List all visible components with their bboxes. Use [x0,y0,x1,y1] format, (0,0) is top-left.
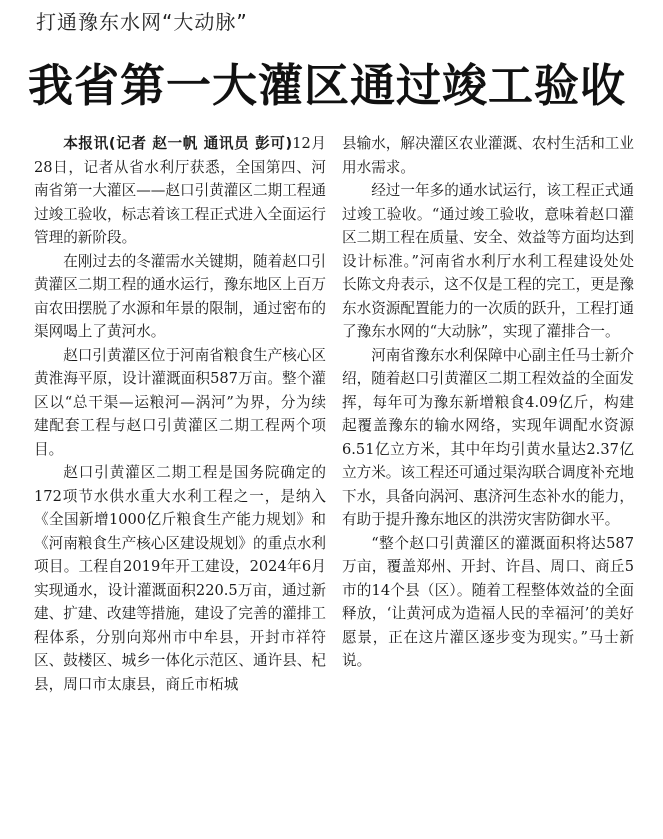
article-body [34,132,634,832]
paragraph-4-continued: 县输水，解决灌区农业灌溉、农村生活和工业用水需求。 [342,135,634,176]
article-column-left [34,132,326,822]
paragraph-7: “整个赵口引黄灌区的灌溉面积将达587万亩，覆盖郑州、开封、许昌、周口、商丘5市的14个县（区）。随着工程整体效益的全面释放，‘让黄河成为造福人民的幸福河’的美好愿景，正在这片灌区逐步变为现实。”马士新说。 [342,534,634,669]
lead-text: 12月28日，记者从省水利厅获悉，全国第四、河南省第一大灌区——赵口引黄灌区二期工程通过竣工验收，标志着该工程正式进入全面运行管理的新阶段。 [34,135,326,246]
article-column-right [342,132,634,832]
byline: 本报讯(记者 赵一帆 通讯员 彭可) [63,135,293,152]
lead-paragraph [34,132,326,250]
paragraph-3: 赵口引黄灌区位于河南省粮食生产核心区黄淮海平原，设计灌溉面积587万亩。整个灌区以“总干渠—运粮河—涡河”为界，分为续建配套工程与赵口引黄灌区二期工程两个项目。 [34,346,326,458]
paragraph-6: 河南省豫东水利保障中心副主任马士新介绍，随着赵口引黄灌区二期工程效益的全面发挥，每年可为豫东新增粮食4.09亿斤，构建起覆盖豫东的输水网络，实现年调配水资源6.51亿立方米，其中年均引黄水量达2.37亿立方米。该工程还可通过渠沟联合调度补充地下水，具备向涡河、惠济河生态补水的能力，有助于提升豫东地区的洪涝灾害防御水平。 [342,346,634,528]
article-kicker: 打通豫东水网“大动脉” [36,10,248,34]
article-headline: 我省第一大灌区通过竣工验收 [28,59,627,112]
paragraph-4: 赵口引黄灌区二期工程是国务院确定的172项节水供水重大水利工程之一，是纳入《全国新增1000亿斤粮食生产能力规划》和《河南粮食生产核心区建设规划》的重点水利项目。工程自2019年开工建设，2024年6月实现通水，设计灌溉面积220.5万亩，通过新建、扩建、改建等措施，建设了完善的灌排工程体系，分别向郑州市中牟县，开封市祥符区、鼓楼区、城乡一体化示范区、通许县、杞县，周口市太康县，商丘市柘城 [34,464,326,693]
paragraph-2: 在刚过去的冬灌需水关键期，随着赵口引黄灌区二期工程的通水运行，豫东地区上百万亩农田摆脱了水源和年景的限制，通过密布的渠网喝上了黄河水。 [34,252,326,340]
paragraph-5: 经过一年多的通水试运行，该工程正式通过竣工验收。“通过竣工验收，意味着赵口灌区二期工程在质量、安全、效益等方面均达到设计标准。”河南省水利厅水利工程建设处处长陈文舟表示，这不仅是工程的完工，更是豫东水资源配置能力的一次质的跃升，工程打通了豫东水网的“大动脉”，实现了灌排合一。 [342,182,634,340]
